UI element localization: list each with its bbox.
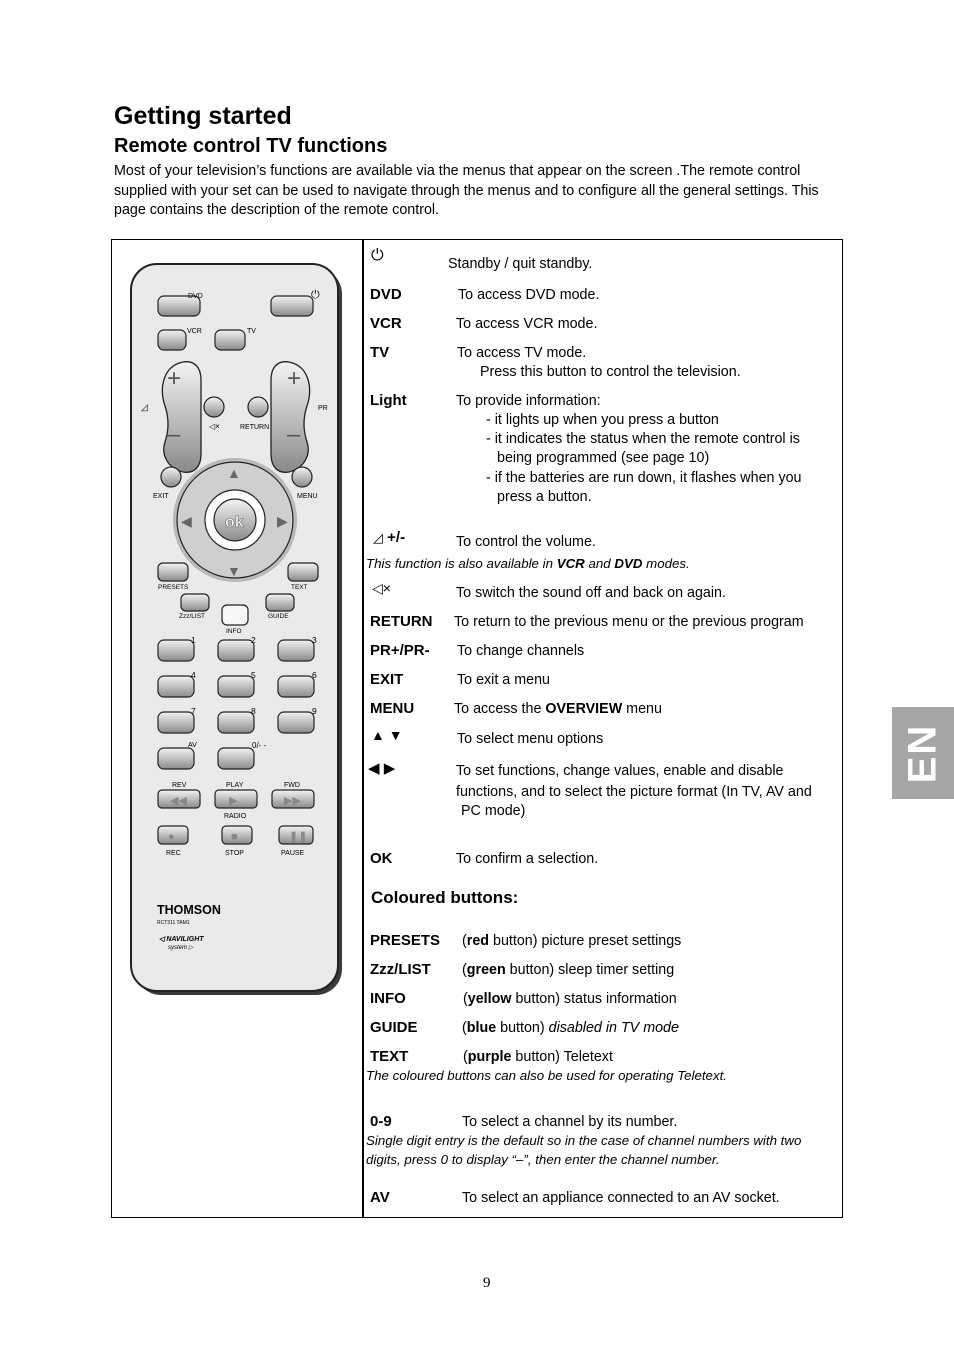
coloured-color-yellow: yellow	[467, 991, 512, 1007]
digit-1-button	[158, 640, 194, 661]
exit-desc: To exit a menu	[457, 672, 550, 688]
presets-label: PRESETS	[158, 584, 189, 591]
pr-key: PR+/PR-	[370, 642, 430, 659]
nav-up-arrow-icon: ▲	[227, 465, 241, 481]
standby-desc: Standby / quit standby.	[448, 256, 593, 272]
coloured-desc-zzz: (green button) sleep timer setting	[462, 962, 675, 978]
info-button	[222, 605, 248, 625]
stop-label: STOP	[225, 850, 244, 857]
menu-label: MENU	[297, 493, 318, 500]
coloured-color-blue: blue	[466, 1020, 497, 1036]
rec-label: REC	[166, 850, 181, 857]
ok-label: ok	[225, 514, 244, 531]
digits-note-2: digits, press 0 to display “–”, then enter the channel number.	[366, 1152, 720, 1167]
volume-icon: ◿	[373, 530, 383, 545]
dvd-desc: To access DVD mode.	[458, 287, 600, 303]
digit-4-label: 4	[191, 670, 196, 680]
volume-note-and: and	[584, 556, 615, 571]
guide-button	[266, 594, 294, 611]
dvd-key: DVD	[370, 286, 402, 303]
rewind-icon: ◀◀	[170, 795, 187, 807]
digit-0-button	[218, 748, 254, 769]
menu-desc	[454, 700, 662, 719]
volume-key	[373, 529, 405, 546]
digit-4-button	[158, 676, 194, 697]
remote-control-illustration	[125, 258, 350, 1003]
play-label: PLAY	[226, 782, 244, 789]
digit-2-label: 2	[251, 635, 256, 645]
digit-3-label: 3	[312, 635, 317, 645]
volume-icon: ◿	[141, 402, 148, 412]
light-desc: To provide information:	[456, 393, 601, 409]
digits-key: 0-9	[370, 1113, 392, 1130]
digit-9-button	[278, 712, 314, 733]
mute-icon: ◁×	[209, 422, 220, 431]
digit-1-label: 1	[191, 635, 196, 645]
exit-key: EXIT	[370, 671, 404, 688]
stop-icon: ■	[231, 831, 238, 843]
page-number: 9	[483, 1275, 491, 1291]
return-key: RETURN	[370, 613, 433, 630]
play-icon: ▶	[229, 795, 238, 807]
digit-7-label: 7	[191, 706, 196, 716]
coloured-rest-presets: button) picture preset settings	[489, 933, 682, 949]
volume-note	[366, 554, 690, 573]
tv-desc: To access TV mode.	[457, 345, 587, 361]
navilight-system-logo: system ▷	[168, 945, 194, 951]
guide-label: GUIDE	[268, 613, 289, 620]
digit-5-label: 5	[251, 670, 256, 680]
volume-note-end: modes.	[642, 556, 690, 571]
left-right-arrows-icon: ◀ ▶	[368, 760, 396, 777]
language-tab	[892, 707, 954, 799]
rev-label: REV	[172, 782, 187, 789]
return-button	[248, 397, 268, 417]
light-bullet-1: - it lights up when you press a button	[486, 412, 719, 428]
pause-icon: ❚❚	[289, 831, 308, 843]
digit-9-label: 9	[312, 706, 317, 716]
updown-desc: To select menu options	[457, 731, 604, 747]
vcr-desc: To access VCR mode.	[456, 316, 598, 332]
digit-0-label: 0/- -	[252, 741, 267, 750]
volume-note-dvd: DVD	[614, 556, 643, 571]
return-desc: To return to the previous menu or the previous program	[454, 614, 804, 630]
tv-key: TV	[370, 344, 390, 361]
mute-icon-key: ◁×	[372, 580, 391, 596]
coloured-key-guide: GUIDE	[370, 1019, 418, 1036]
coloured-rest-info: button) status information	[511, 991, 677, 1007]
coloured-desc-info: (yellow button) status information	[463, 991, 677, 1007]
mute-desc: To switch the sound off and back on again.	[456, 585, 726, 601]
nav-down-arrow-icon: ▼	[227, 563, 241, 579]
coloured-italic-guide: disabled in TV mode	[548, 1020, 679, 1036]
digit-7-button	[158, 712, 194, 733]
exit-button	[161, 467, 181, 487]
menu-key: MENU	[370, 700, 415, 717]
coloured-rest-zzz: button) sleep timer setting	[505, 962, 675, 978]
mute-button	[204, 397, 224, 417]
digit-3-button	[278, 640, 314, 661]
navilight-logo: ◁ NAVILIGHT	[159, 936, 204, 943]
text-button	[288, 563, 318, 581]
vol-minus-icon: –	[167, 421, 181, 448]
av-button	[158, 748, 194, 769]
info-label: INFO	[226, 628, 242, 635]
up-down-arrows-icon: ▲ ▼	[371, 727, 403, 743]
coloured-key-zzz: Zzz/LIST	[370, 961, 431, 978]
model-label: RCT311 TAM1	[157, 920, 190, 926]
ok-desc: To confirm a selection.	[456, 851, 599, 867]
language-tab-label: EN	[900, 723, 945, 783]
leftright-desc-1: To set functions, change values, enable and disable	[456, 763, 784, 779]
menu-desc-text: To access the	[454, 701, 546, 717]
volume-note-vcr: VCR	[556, 556, 585, 571]
coloured-rest-text: button) Teletext	[511, 1049, 613, 1065]
coloured-note: The coloured buttons can also be used for operating Teletext.	[366, 1068, 727, 1083]
pr-label: PR	[318, 405, 328, 412]
nav-left-arrow-icon: ◀	[181, 513, 192, 529]
exit-label: EXIT	[153, 493, 169, 500]
av-label: AV	[188, 742, 197, 749]
zzz-list-label: Zzz/LIST	[179, 613, 206, 620]
digit-6-label: 6	[312, 670, 317, 680]
coloured-desc-presets: (red button) picture preset settings	[462, 933, 682, 949]
av-desc: To select an appliance connected to an AV socket.	[462, 1190, 780, 1206]
page-title: Getting started	[114, 102, 292, 130]
tv-desc-2: Press this button to control the television.	[480, 364, 741, 380]
leftright-desc-3: PC mode)	[461, 803, 526, 819]
coloured-heading: Coloured buttons:	[371, 888, 519, 907]
coloured-color-purple: purple	[467, 1049, 512, 1065]
vcr-label: VCR	[187, 328, 202, 335]
record-icon: ●	[168, 831, 175, 843]
coloured-key-text: TEXT	[370, 1048, 409, 1065]
brand-logo: THOMSON	[157, 903, 221, 917]
tv-label: TV	[247, 328, 256, 335]
vcr-key: VCR	[370, 315, 402, 332]
vol-plus-icon: +	[167, 365, 182, 392]
digit-8-label: 8	[251, 706, 256, 716]
digit-5-button	[218, 676, 254, 697]
digit-6-button	[278, 676, 314, 697]
menu-desc-end: menu	[622, 701, 662, 717]
fast-forward-icon: ▶▶	[284, 795, 301, 807]
digit-2-button	[218, 640, 254, 661]
coloured-key-info: INFO	[370, 990, 406, 1007]
av-key: AV	[370, 1189, 390, 1206]
leftright-desc-2: functions, and to select the picture format (In TV, AV and	[456, 784, 812, 800]
text-label: TEXT	[291, 584, 308, 591]
coloured-color-red: red	[466, 933, 490, 949]
zzz-list-button	[181, 594, 209, 611]
menu-desc-overview: OVERVIEW	[545, 701, 623, 717]
digits-note-1: Single digit entry is the default so in the case of channel numbers with two	[366, 1133, 802, 1148]
radio-label: RADIO	[224, 813, 247, 820]
presets-button	[158, 563, 188, 581]
volume-desc: To control the volume.	[456, 534, 596, 550]
menu-button	[292, 467, 312, 487]
ok-key: OK	[370, 850, 393, 867]
digits-desc: To select a channel by its number.	[462, 1114, 678, 1130]
table-divider	[362, 239, 364, 1218]
dvd-label: DVD	[188, 293, 203, 300]
pr-minus-icon: –	[287, 421, 301, 448]
volume-note-text: This function is also available in	[366, 556, 557, 571]
coloured-key-presets: PRESETS	[370, 932, 441, 949]
coloured-desc-guide: (blue button) disabled in TV mode	[462, 1020, 679, 1036]
power-icon-key: ⏻	[371, 247, 384, 264]
light-bullet-2-cont: being programmed (see page 10)	[497, 450, 710, 466]
dvd-button	[158, 293, 203, 316]
power-icon: ⏻	[311, 289, 320, 301]
intro-paragraph: Most of your television’s functions are available via the menus that appear on the screen .The remote control supplied with your set can be used to navigate through the menus and to configure all the general settings. This page contains the description of the remote control.	[114, 163, 819, 218]
coloured-rest-guide: button)	[496, 1020, 549, 1036]
light-bullet-2: - it indicates the status when the remote control is	[486, 431, 800, 447]
light-bullet-3: - if the batteries are run down, it flashes when you	[486, 470, 802, 486]
section-title: Remote control TV functions	[114, 135, 388, 157]
digit-8-button	[218, 712, 254, 733]
nav-right-arrow-icon: ▶	[277, 513, 288, 529]
fwd-label: FWD	[284, 782, 300, 789]
volume-key-label: +/-	[387, 529, 406, 546]
light-key: Light	[370, 392, 407, 409]
return-label: RETURN	[240, 424, 270, 431]
pr-plus-icon: +	[287, 365, 302, 392]
coloured-desc-text: (purple button) Teletext	[463, 1049, 613, 1065]
pr-desc: To change channels	[457, 643, 585, 659]
light-bullet-3-cont: press a button.	[497, 489, 592, 505]
pause-label: PAUSE	[281, 850, 305, 857]
coloured-color-green: green	[466, 962, 506, 978]
